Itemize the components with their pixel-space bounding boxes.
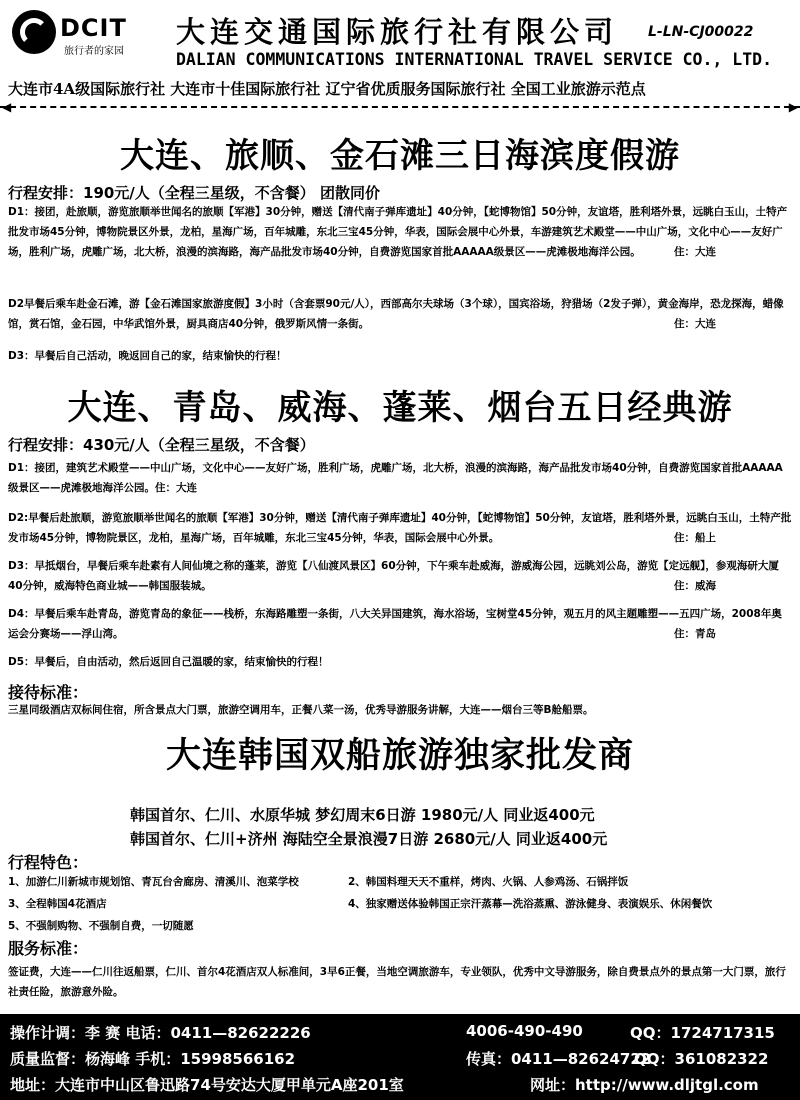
tour1-title: 大连、旅顺、金石滩三日海滨度假游 <box>120 136 680 176</box>
footer-website[interactable]: 网址：http://www.dljtgl.com <box>530 1076 759 1094</box>
tour2-day4 <box>8 604 792 644</box>
tour2-day2-text: D2:早餐后赴旅顺，游览旅顺举世闻名的旅顺【军港】30分钟，赠送【清代南子弹库遗址】40分钟，【蛇博物馆】50分钟，友谊塔，胜利塔外景，远眺白玉山，土特产批发市场45分钟，博物院景区，龙柏，星海广场，百年城雕，东北三宝45分钟，华表，国际会展中心外景。 <box>8 512 792 544</box>
tour1-price: 行程安排：190元/人（全程三星级，不含餐） 团散同价 <box>8 184 381 202</box>
tour2-day3-stay: 住：威海 <box>674 580 716 592</box>
logo-text: DCIT <box>60 14 127 42</box>
reception-text: 三星同级酒店双标间住宿，所含景点大门票，旅游空调用车，正餐八菜一汤，优秀导游服务讲解，大连——烟台三等B舱船票。 <box>8 704 594 716</box>
tour2-day3 <box>8 556 792 596</box>
company-honors: 大连市4A级国际旅行社 大连市十佳国际旅行社 辽宁省优质服务国际旅行社 全国工业旅游示范点 <box>8 80 646 98</box>
service-text: 签证费，大连——仁川往返船票，仁川、首尔4花酒店双人标准间，3早6正餐，当地空调旅游车，专业领队，优秀中文导游服务，除自费景点外的景点第一大门票，旅行社责任险，旅游意外险。 <box>8 966 786 998</box>
footer-qq2: QQ：361082322 <box>634 1050 769 1068</box>
divider-arrow-left-icon: ◀ <box>2 100 12 114</box>
company-name-cn: 大连交通国际旅行社有限公司 <box>176 15 619 49</box>
reception-label: 接待标准： <box>8 683 89 702</box>
korea-route-2: 韩国首尔、仁川+济州 海陆空全景浪漫7日游 2680元/人 同业返400元 <box>130 830 608 848</box>
footer-operator: 操作计调：李 赛 电话：0411—82622226 <box>10 1024 311 1042</box>
tour2-price: 行程安排：430元/人（全程三星级，不含餐） <box>8 436 315 454</box>
korea-title: 大连韩国双船旅游独家批发商 <box>165 735 634 776</box>
tour1-day2-text: D2早餐后乘车赴金石滩，游【金石滩国家旅游度假】3小时（含套票90元/人），西部高尔夫球场（3个球），国宾浴场，狩猎场（2发子弹），黄金海岸，恐龙探海，蜡像馆，赏石馆，金石园，中华武馆外景，厨具商店40分钟，俄罗斯风情一条街。 <box>8 298 784 330</box>
contact-footer <box>0 1014 800 1100</box>
logo-slogan: 旅行者的家园 <box>64 46 124 57</box>
tour2-day1: D1：接团，建筑艺术殿堂——中山广场，文化中心——友好广场，胜利广场，虎雕广场，北大桥，浪漫的滨海路，海产品批发市场40分钟，自费游览国家首批AAAAA级景区——虎滩极地海洋公园。住：大连 <box>8 462 783 494</box>
features-label: 行程特色： <box>8 853 89 872</box>
tour1-day2-stay: 住：大连 <box>674 318 716 330</box>
tour2-day4-text: D4：早餐后乘车赴青岛，游览青岛的象征——栈桥，东海路雕塑一条街，八大关异国建筑，海水浴场，宝树堂45分钟，观五月的风主题雕塑——五四广场，2008年奥运会分赛场——浮山湾。 <box>8 608 782 640</box>
tour2-day4-stay: 住：青岛 <box>674 628 716 640</box>
footer-address: 地址：大连市中山区鲁迅路74号安达大厦甲单元A座201室 <box>10 1076 404 1094</box>
feature-4: 4、独家赠送体验韩国正宗汗蒸幕—洗浴蒸熏、游泳健身、表演娱乐、休闲餐饮 <box>348 898 713 910</box>
header-divider <box>0 106 800 108</box>
footer-fax: 传真：0411—82624722 <box>466 1050 652 1068</box>
tour2-day5: D5：早餐后，自由活动，然后返回自己温暖的家，结束愉快的行程！ <box>8 656 329 668</box>
footer-qq1: QQ：1724717315 <box>630 1024 775 1042</box>
divider-arrow-right-icon: ▶ <box>788 100 798 114</box>
tour1-day2 <box>8 294 792 334</box>
company-name-en: DALIAN COMMUNICATIONS INTERNATIONAL TRAVEL SERVICE CO., LTD. <box>176 50 773 69</box>
feature-1: 1、加游仁川新城市规划馆、青瓦台舍廊房、清溪川、泡菜学校 <box>8 876 299 888</box>
feature-5: 5、不强制购物、不强制自费，一切随愿 <box>8 920 194 932</box>
tour2-title: 大连、青岛、威海、蓬莱、烟台五日经典游 <box>67 388 733 428</box>
korea-route-1: 韩国首尔、仁川、水原华城 梦幻周末6日游 1980元/人 同业返400元 <box>130 806 595 824</box>
feature-2: 2、韩国料理天天不重样，烤肉、火锅、人参鸡汤、石锅拌饭 <box>348 876 629 888</box>
tour1-day3: D3：早餐后自己活动，晚返回自己的家，结束愉快的行程！ <box>8 350 287 362</box>
tour2-day3-text: D3：早抵烟台，早餐后乘车赴素有人间仙境之称的蓬莱，游览【八仙渡风景区】60分钟，下午乘车赴威海，游威海公园，远眺刘公岛，游览【定远舰】，参观海研大厦40分钟，威海特色商业城——韩国服装城。 <box>8 560 779 592</box>
footer-hotline: 4006-490-490 <box>466 1022 583 1040</box>
feature-3: 3、全程韩国4花酒店 <box>8 898 107 910</box>
tour1-day1 <box>8 202 792 262</box>
license-number: L-LN-CJ00022 <box>648 24 754 40</box>
tour2-day2-stay: 住：船上 <box>674 532 716 544</box>
tour1-day1-stay: 住：大连 <box>674 246 716 258</box>
tour1-day1-text: D1：接团，赴旅顺，游览旅顺举世闻名的旅顺【军港】30分钟，赠送【清代南子弹库遗址】40分钟，【蛇博物馆】50分钟，友谊塔，胜利塔外景，远眺白玉山，土特产批发市场45分钟，博物院景区外景，龙柏，星海广场，百年城雕，东北三宝45分钟，华表，国际会展中心外景，车游建筑艺术殿堂——中山广场，文化中心——友好广场，胜利广场，虎雕广场，北大桥，浪漫的滨海路，海产品批发市场40分钟，自费游览国家首批AAAAA级景区——虎滩极地海洋公园。 <box>8 206 788 258</box>
tour2-day2 <box>8 508 792 548</box>
service-label: 服务标准： <box>8 939 89 958</box>
footer-supervisor: 质量监督：杨海峰 手机：15998566162 <box>10 1050 296 1068</box>
logo-mark <box>12 10 56 54</box>
